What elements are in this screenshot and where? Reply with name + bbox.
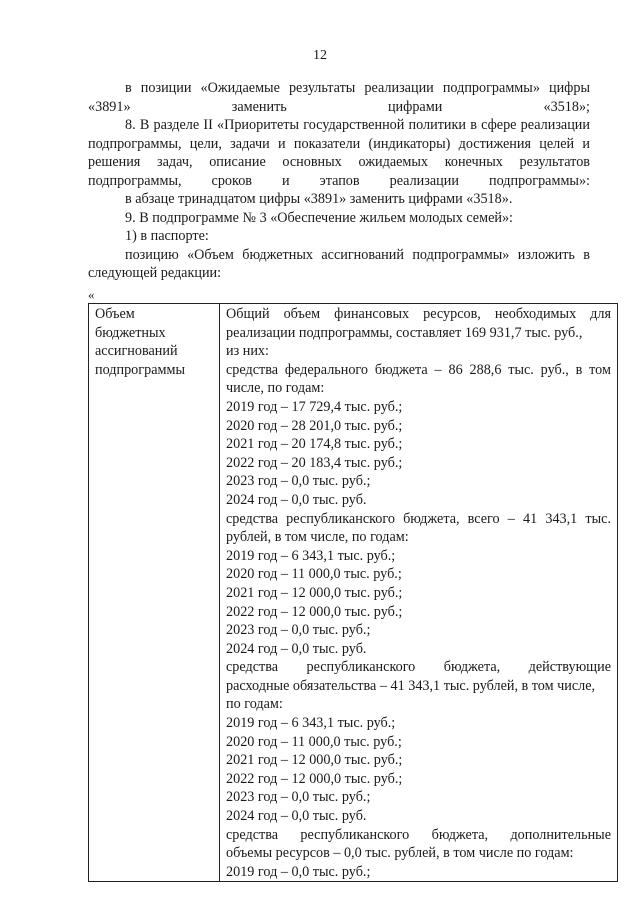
paragraph: в позиции «Ожидаемые результаты реализации подпрограммы» цифры «3891» заменить цифрами «3518»; xyxy=(88,80,590,115)
position-label-cell xyxy=(89,304,220,882)
paragraph: 1) в паспорте: xyxy=(125,228,209,244)
content-line: 2021 год – 12 000,0 тыс. руб.; xyxy=(226,752,403,769)
label-line: Объем xyxy=(95,306,135,322)
content-line: 2019 год – 17 729,4 тыс. руб.; xyxy=(226,398,403,415)
content-line: 2022 год – 20 183,4 тыс. руб.; xyxy=(226,454,403,471)
content-line: 2024 год – 0,0 тыс. руб. xyxy=(226,491,367,508)
label-line: бюджетных xyxy=(95,324,166,341)
content-line: 2020 год – 11 000,0 тыс. руб.; xyxy=(226,733,402,750)
content-line: 2019 год – 6 343,1 тыс. руб.; xyxy=(226,715,396,732)
content-line: 2019 год – 6 343,1 тыс. руб.; xyxy=(226,547,396,564)
paragraph: позицию «Объем бюджетных ассигнований подпрограммы» изложить в следующей редакции: xyxy=(88,246,590,281)
table-row xyxy=(89,304,618,882)
content-line: расходные обязательства – 41 343,1 тыс. рублей, в том числе, xyxy=(226,677,596,694)
body-text xyxy=(88,79,590,283)
content-line: 2023 год – 0,0 тыс. руб.; xyxy=(226,473,371,490)
content-line: 2023 год – 0,0 тыс. руб.; xyxy=(226,789,371,806)
label-line: подпрограммы xyxy=(95,361,185,378)
opening-quote: « xyxy=(88,287,95,302)
paragraph: 8. В разделе II «Приоритеты государственной политики в сфере реализации подпрограммы, цели, задачи и показатели (индикаторы) достижения целей и решения задач, описание основных ожидаемых конечных результатов подпрограммы, сроков и этапов реализации подпрограммы»: xyxy=(88,117,590,189)
content-line: 2019 год – 0,0 тыс. руб.; xyxy=(226,863,371,880)
content-line: 2022 год – 12 000,0 тыс. руб.; xyxy=(226,603,403,620)
content-line: Общий объем финансовых ресурсов, необходимых для xyxy=(226,306,611,322)
content-line: средства республиканского бюджета, всего – 41 343,1 тыс. xyxy=(226,510,611,527)
page-number: 12 xyxy=(313,48,327,63)
label-line: ассигнований xyxy=(95,343,178,360)
paragraph: в абзаце тринадцатом цифры «3891» заменить цифрами «3518». xyxy=(125,191,513,207)
content-line: 2021 год – 20 174,8 тыс. руб.; xyxy=(226,436,403,453)
content-line: средства республиканского бюджета, дополнительные xyxy=(226,826,611,843)
content-line: 2023 год – 0,0 тыс. руб.; xyxy=(226,622,371,639)
paragraph: 9. В подпрограмме № 3 «Обеспечение жильем молодых семей»: xyxy=(125,209,514,226)
content-line: 2021 год – 12 000,0 тыс. руб.; xyxy=(226,584,403,601)
content-line: по годам: xyxy=(226,696,283,713)
content-line: реализации подпрограммы, составляет 169 931,7 тыс. руб., xyxy=(226,324,583,341)
content-line: 2024 год – 0,0 тыс. руб. xyxy=(226,808,367,825)
content-line: рублей, в том числе, по годам: xyxy=(226,529,409,546)
content-line: средства федерального бюджета – 86 288,6 тыс. руб., в том xyxy=(226,361,611,378)
content-line: 2020 год – 28 201,0 тыс. руб.; xyxy=(226,417,403,434)
content-line: объемы ресурсов – 0,0 тыс. рублей, в том числе по годам: xyxy=(226,845,574,862)
passport-table xyxy=(88,303,618,882)
content-line: средства республиканского бюджета, действующие xyxy=(226,659,611,676)
content-line: 2020 год – 11 000,0 тыс. руб.; xyxy=(226,566,402,583)
content-line: из них: xyxy=(226,343,269,360)
content-line: числе, по годам: xyxy=(226,380,325,397)
content-line: 2022 год – 12 000,0 тыс. руб.; xyxy=(226,770,403,787)
content-line: 2024 год – 0,0 тыс. руб. xyxy=(226,640,367,657)
funding-content-cell xyxy=(220,304,618,882)
